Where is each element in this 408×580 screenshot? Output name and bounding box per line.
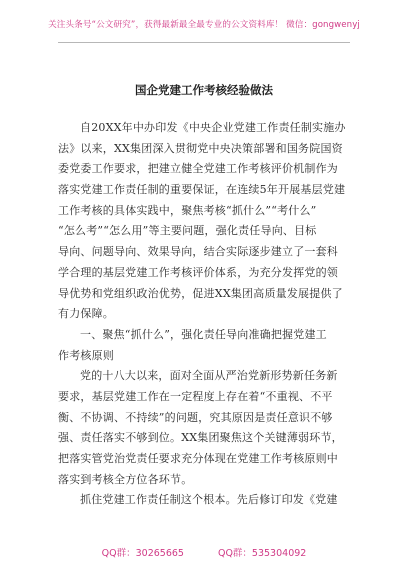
header-divider: [58, 42, 350, 43]
body-line: 工作考核的具体实践中，聚焦考核“抓什么”“考什么”: [58, 203, 317, 217]
body-line: 衡、不协调、不持续”的问题，究其原因是责任意识不够: [58, 410, 333, 424]
body-line: 导优势和党组织政治优势，促进XX集团高质量发展提供了: [58, 286, 343, 300]
document-title: 国企党建工作考核经验做法: [135, 83, 273, 97]
body-line: 导向、问题导向、效果导向，结合实际逐步建立了一套科: [58, 245, 338, 259]
body-line: 落实党建工作责任制的重要保证，在连续5年开展基层党建: [58, 183, 346, 197]
footer-qq-group-2: QQ群：535304092: [217, 548, 307, 559]
body-line: 党的十八大以来，面对全面从严治党新形势新任务新: [80, 369, 338, 383]
body-line: 把落实管党治党责任要求充分体现在党建工作考核原则中: [58, 452, 338, 465]
body-line: 自20XX年中办印发《中央企业党建工作责任制实施办: [80, 121, 346, 134]
body-line: 强、责任落实不够到位。XX集团聚焦这个关键薄弱环节，: [58, 431, 343, 445]
body-line: 委党委工作要求，把建立健全党建工作考核评价机制作为: [58, 162, 338, 176]
footer: [0, 545, 408, 559]
body-line: “怎么考”“怎么用”等主要问题，强化责任导向、目标: [58, 224, 317, 238]
body-line: 有力保障。: [58, 307, 114, 321]
body-line: 抓住党建工作责任制这个根本。先后修订印发《党建: [80, 493, 338, 507]
body-line: 法》以来，XX集团深入贯彻党中央决策部署和国务院国资: [58, 141, 343, 155]
footer-qq-group-1: QQ群：30265665: [101, 548, 184, 559]
body-line: 作考核原则: [58, 348, 114, 362]
document-body: [58, 118, 352, 511]
body-line: 学合理的基层党建工作考核评价体系，为充分发挥党的领: [58, 265, 338, 279]
body-line: 要求，基层党建工作在一定程度上存在着“不重视、不平: [58, 389, 333, 403]
body-line: 一、聚焦“抓什么”，强化责任导向准确把握党建工: [80, 327, 327, 341]
header-banner: 关注头条号“公文研究”，获得最新最全最专业的公文资料库！ 微信：gongwenyj: [48, 20, 360, 30]
body-line: 落实到考核全方位各环节。: [58, 472, 193, 486]
